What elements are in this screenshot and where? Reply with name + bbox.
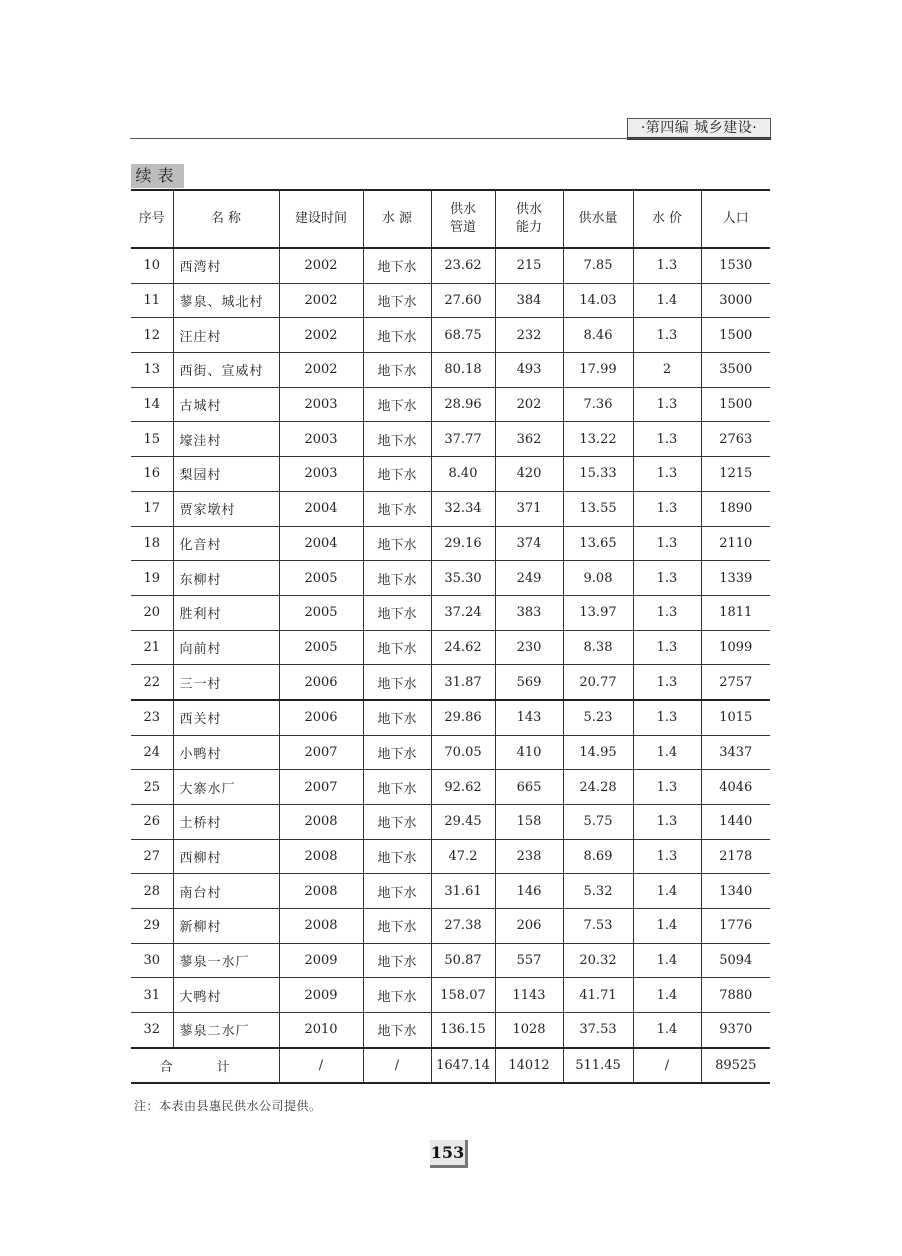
table-cell: 1.4 [633, 735, 701, 770]
table-cell: 2003 [279, 457, 363, 492]
table-cell: 1.3 [633, 248, 701, 283]
table-cell: 3500 [701, 353, 770, 388]
table-cell: 地下水 [363, 1013, 431, 1048]
table-cell: 4046 [701, 770, 770, 805]
table-cell: 蓼泉一水厂 [173, 943, 279, 978]
table-cell: 5.23 [563, 700, 633, 735]
table-cell: 2010 [279, 1013, 363, 1048]
table-cell: 16 [131, 457, 173, 492]
table-cell: 1.3 [633, 665, 701, 700]
table-cell: 17.99 [563, 353, 633, 388]
table-cell: 9.08 [563, 561, 633, 596]
table-cell: 15 [131, 422, 173, 457]
table-cell: 1.3 [633, 630, 701, 665]
total-cell: 511.45 [563, 1048, 633, 1083]
table-cell: 31 [131, 978, 173, 1013]
table-cell: 32.34 [431, 491, 495, 526]
table-cell: 2007 [279, 735, 363, 770]
table-row [131, 735, 770, 770]
table-cell: 地下水 [363, 422, 431, 457]
table-cell: 68.75 [431, 318, 495, 353]
table-cell: 地下水 [363, 561, 431, 596]
table-cell: 化音村 [173, 526, 279, 561]
table-cell: 2110 [701, 526, 770, 561]
table-cell: 地下水 [363, 387, 431, 422]
table-cell: 西街、宣威村 [173, 353, 279, 388]
table-cell: 向前村 [173, 630, 279, 665]
table-cell: 28.96 [431, 387, 495, 422]
table-cell: 1890 [701, 491, 770, 526]
table-cell: 蓼泉二水厂 [173, 1013, 279, 1048]
table-cell: 地下水 [363, 318, 431, 353]
table-cell: 2008 [279, 839, 363, 874]
table-cell: 胜利村 [173, 595, 279, 630]
table-cell: 7.85 [563, 248, 633, 283]
table-cell: 41.71 [563, 978, 633, 1013]
column-header: 供水 能力 [495, 190, 563, 248]
table-cell: 2008 [279, 909, 363, 944]
table-cell: 壕洼村 [173, 422, 279, 457]
table-cell: 665 [495, 770, 563, 805]
table-cell: 1.3 [633, 526, 701, 561]
table-cell: 384 [495, 283, 563, 318]
table-cell: 地下水 [363, 353, 431, 388]
table-cell: 1500 [701, 387, 770, 422]
table-cell: 2763 [701, 422, 770, 457]
table-cell: 地下水 [363, 735, 431, 770]
table-cell: 29.45 [431, 805, 495, 840]
table-row [131, 700, 770, 735]
table-header-row [131, 190, 770, 248]
table-cell: 东柳村 [173, 561, 279, 596]
table-cell: 7.36 [563, 387, 633, 422]
table-cell: 11 [131, 283, 173, 318]
table-cell: 5.75 [563, 805, 633, 840]
table-cell: 1.4 [633, 874, 701, 909]
table-cell: 地下水 [363, 595, 431, 630]
table-cell: 23.62 [431, 248, 495, 283]
table-row [131, 526, 770, 561]
table-cell: 20 [131, 595, 173, 630]
table-cell: 14.95 [563, 735, 633, 770]
table-cell: 1.3 [633, 561, 701, 596]
column-header: 名 称 [173, 190, 279, 248]
table-cell: 2005 [279, 561, 363, 596]
table-cell: 1215 [701, 457, 770, 492]
table-cell: 西柳村 [173, 839, 279, 874]
table-cell: 12 [131, 318, 173, 353]
total-label: 合 计 [131, 1048, 279, 1083]
table-row [131, 805, 770, 840]
table-cell: 15.33 [563, 457, 633, 492]
table-cell: 南台村 [173, 874, 279, 909]
table-cell: 8.46 [563, 318, 633, 353]
total-cell: / [279, 1048, 363, 1083]
table-cell: 土桥村 [173, 805, 279, 840]
column-header: 供水 管道 [431, 190, 495, 248]
table-cell: 158.07 [431, 978, 495, 1013]
column-header: 水 源 [363, 190, 431, 248]
table-cell: 2005 [279, 595, 363, 630]
table-row [131, 1013, 770, 1048]
table-cell: 232 [495, 318, 563, 353]
table-cell: 地下水 [363, 770, 431, 805]
total-cell: 1647.14 [431, 1048, 495, 1083]
table-cell: 大鸭村 [173, 978, 279, 1013]
column-header: 供水量 [563, 190, 633, 248]
table-cell: 1340 [701, 874, 770, 909]
table-cell: 37.24 [431, 595, 495, 630]
table-row [131, 874, 770, 909]
table-cell: 1811 [701, 595, 770, 630]
table-cell: 26 [131, 805, 173, 840]
table-cell: 7880 [701, 978, 770, 1013]
table-cell: 1339 [701, 561, 770, 596]
table-cell: 西湾村 [173, 248, 279, 283]
table-cell: 2757 [701, 665, 770, 700]
table-cell: 22 [131, 665, 173, 700]
column-header: 建设时间 [279, 190, 363, 248]
table-cell: 230 [495, 630, 563, 665]
table-cell: 569 [495, 665, 563, 700]
table-row [131, 248, 770, 283]
table-cell: 7.53 [563, 909, 633, 944]
table-cell: 8.40 [431, 457, 495, 492]
table-cell: 汪庄村 [173, 318, 279, 353]
table-cell: 2 [633, 353, 701, 388]
table-cell: 17 [131, 491, 173, 526]
total-cell: / [363, 1048, 431, 1083]
table-cell: 13.97 [563, 595, 633, 630]
total-cell: 14012 [495, 1048, 563, 1083]
table-cell: 1.4 [633, 1013, 701, 1048]
table-cell: 27 [131, 839, 173, 874]
table-cell: 2008 [279, 805, 363, 840]
table-cell: 3437 [701, 735, 770, 770]
table-cell: 27.60 [431, 283, 495, 318]
table-row [131, 770, 770, 805]
table-cell: 420 [495, 457, 563, 492]
table-cell: 14 [131, 387, 173, 422]
table-cell: 29.16 [431, 526, 495, 561]
column-header: 序号 [131, 190, 173, 248]
table-cell: 地下水 [363, 630, 431, 665]
continued-label: 续表 [131, 164, 184, 188]
table-cell: 25 [131, 770, 173, 805]
table-cell: 371 [495, 491, 563, 526]
header-rule [130, 138, 770, 139]
table-cell: 238 [495, 839, 563, 874]
table-cell: 3000 [701, 283, 770, 318]
table-cell: 24 [131, 735, 173, 770]
table-cell: 136.15 [431, 1013, 495, 1048]
table-cell: 2002 [279, 283, 363, 318]
table-note: 注：本表由县惠民供水公司提供。 [134, 1099, 322, 1113]
table-cell: 1.3 [633, 595, 701, 630]
table-cell: 1.3 [633, 805, 701, 840]
table-cell: 1530 [701, 248, 770, 283]
table-cell: 蓼泉、城北村 [173, 283, 279, 318]
table-cell: 贾家墩村 [173, 491, 279, 526]
table-cell: 1143 [495, 978, 563, 1013]
table-cell: 28 [131, 874, 173, 909]
table-cell: 1776 [701, 909, 770, 944]
table-cell: 493 [495, 353, 563, 388]
table-cell: 10 [131, 248, 173, 283]
table-cell: 2178 [701, 839, 770, 874]
table-cell: 小鸭村 [173, 735, 279, 770]
table-cell: 146 [495, 874, 563, 909]
table-cell: 1.3 [633, 422, 701, 457]
column-header: 水 价 [633, 190, 701, 248]
table-cell: 大寨水厂 [173, 770, 279, 805]
table-cell: 1.3 [633, 491, 701, 526]
table-cell: 24.62 [431, 630, 495, 665]
table-cell: 8.38 [563, 630, 633, 665]
table-cell: 地下水 [363, 248, 431, 283]
table-row [131, 387, 770, 422]
table-cell: 8.69 [563, 839, 633, 874]
table-cell: 18 [131, 526, 173, 561]
table-cell: 410 [495, 735, 563, 770]
table-cell: 1500 [701, 318, 770, 353]
table-cell: 地下水 [363, 283, 431, 318]
table-cell: 2004 [279, 491, 363, 526]
table-row [131, 665, 770, 700]
table-cell: 1.4 [633, 978, 701, 1013]
table-cell: 1.3 [633, 457, 701, 492]
total-cell: 89525 [701, 1048, 770, 1083]
table-cell: 2002 [279, 248, 363, 283]
table-row [131, 283, 770, 318]
table-cell: 古城村 [173, 387, 279, 422]
table-cell: 1.3 [633, 387, 701, 422]
table-cell: 地下水 [363, 805, 431, 840]
table-row [131, 909, 770, 944]
table-row [131, 491, 770, 526]
table-cell: 地下水 [363, 491, 431, 526]
table-cell: 1099 [701, 630, 770, 665]
table-cell: 32 [131, 1013, 173, 1048]
table-cell: 50.87 [431, 943, 495, 978]
section-header: ·第四编 城乡建设· [627, 118, 771, 140]
table-cell: 2009 [279, 943, 363, 978]
table-cell: 202 [495, 387, 563, 422]
table-row [131, 561, 770, 596]
table-cell: 2003 [279, 422, 363, 457]
table-cell: 143 [495, 700, 563, 735]
table-cell: 13 [131, 353, 173, 388]
table-cell: 21 [131, 630, 173, 665]
table-cell: 215 [495, 248, 563, 283]
table-cell: 249 [495, 561, 563, 596]
table-cell: 地下水 [363, 839, 431, 874]
table-cell: 5.32 [563, 874, 633, 909]
table-cell: 1.4 [633, 909, 701, 944]
table-cell: 383 [495, 595, 563, 630]
table-cell: 1.4 [633, 283, 701, 318]
table-cell: 1.3 [633, 318, 701, 353]
table-cell: 29 [131, 909, 173, 944]
table-cell: 27.38 [431, 909, 495, 944]
total-cell: / [633, 1048, 701, 1083]
table-cell: 374 [495, 526, 563, 561]
table-cell: 70.05 [431, 735, 495, 770]
table-cell: 2006 [279, 665, 363, 700]
table-cell: 37.77 [431, 422, 495, 457]
table-row [131, 978, 770, 1013]
table-cell: 地下水 [363, 909, 431, 944]
table-cell: 新柳村 [173, 909, 279, 944]
table-cell: 1440 [701, 805, 770, 840]
table-cell: 5094 [701, 943, 770, 978]
table-cell: 2002 [279, 318, 363, 353]
table-cell: 13.22 [563, 422, 633, 457]
table-cell: 13.55 [563, 491, 633, 526]
page-number: 153 [430, 1140, 468, 1168]
table-row [131, 318, 770, 353]
table-row [131, 595, 770, 630]
table-cell: 2005 [279, 630, 363, 665]
table-cell: 47.2 [431, 839, 495, 874]
column-header: 人口 [701, 190, 770, 248]
table-cell: 梨园村 [173, 457, 279, 492]
table-cell: 31.87 [431, 665, 495, 700]
table-cell: 地下水 [363, 665, 431, 700]
table-cell: 9370 [701, 1013, 770, 1048]
table-cell: 地下水 [363, 457, 431, 492]
table-row [131, 839, 770, 874]
table-cell: 地下水 [363, 700, 431, 735]
table-cell: 地下水 [363, 874, 431, 909]
table-cell: 2003 [279, 387, 363, 422]
table-cell: 1015 [701, 700, 770, 735]
table-cell: 1.4 [633, 943, 701, 978]
table-cell: 24.28 [563, 770, 633, 805]
water-supply-table [131, 189, 770, 1084]
table-row [131, 457, 770, 492]
table-cell: 2004 [279, 526, 363, 561]
table-cell: 35.30 [431, 561, 495, 596]
table-cell: 557 [495, 943, 563, 978]
table-cell: 31.61 [431, 874, 495, 909]
table-cell: 2007 [279, 770, 363, 805]
table-row [131, 943, 770, 978]
table-cell: 206 [495, 909, 563, 944]
table-cell: 西关村 [173, 700, 279, 735]
table-cell: 20.32 [563, 943, 633, 978]
table-cell: 20.77 [563, 665, 633, 700]
table-cell: 地下水 [363, 943, 431, 978]
table-row [131, 353, 770, 388]
table-cell: 三一村 [173, 665, 279, 700]
table-cell: 地下水 [363, 978, 431, 1013]
table-cell: 23 [131, 700, 173, 735]
table-cell: 362 [495, 422, 563, 457]
table-row [131, 422, 770, 457]
table-cell: 1.3 [633, 770, 701, 805]
table-cell: 2002 [279, 353, 363, 388]
table-cell: 37.53 [563, 1013, 633, 1048]
table-cell: 13.65 [563, 526, 633, 561]
table-cell: 29.86 [431, 700, 495, 735]
table-cell: 92.62 [431, 770, 495, 805]
table-cell: 1028 [495, 1013, 563, 1048]
total-row [131, 1048, 770, 1083]
table-cell: 80.18 [431, 353, 495, 388]
table-cell: 14.03 [563, 283, 633, 318]
table-cell: 2006 [279, 700, 363, 735]
table-cell: 地下水 [363, 526, 431, 561]
table-cell: 19 [131, 561, 173, 596]
table-cell: 1.3 [633, 839, 701, 874]
table-cell: 2008 [279, 874, 363, 909]
table-row [131, 630, 770, 665]
table-cell: 158 [495, 805, 563, 840]
table-cell: 30 [131, 943, 173, 978]
table-cell: 2009 [279, 978, 363, 1013]
table-cell: 1.3 [633, 700, 701, 735]
